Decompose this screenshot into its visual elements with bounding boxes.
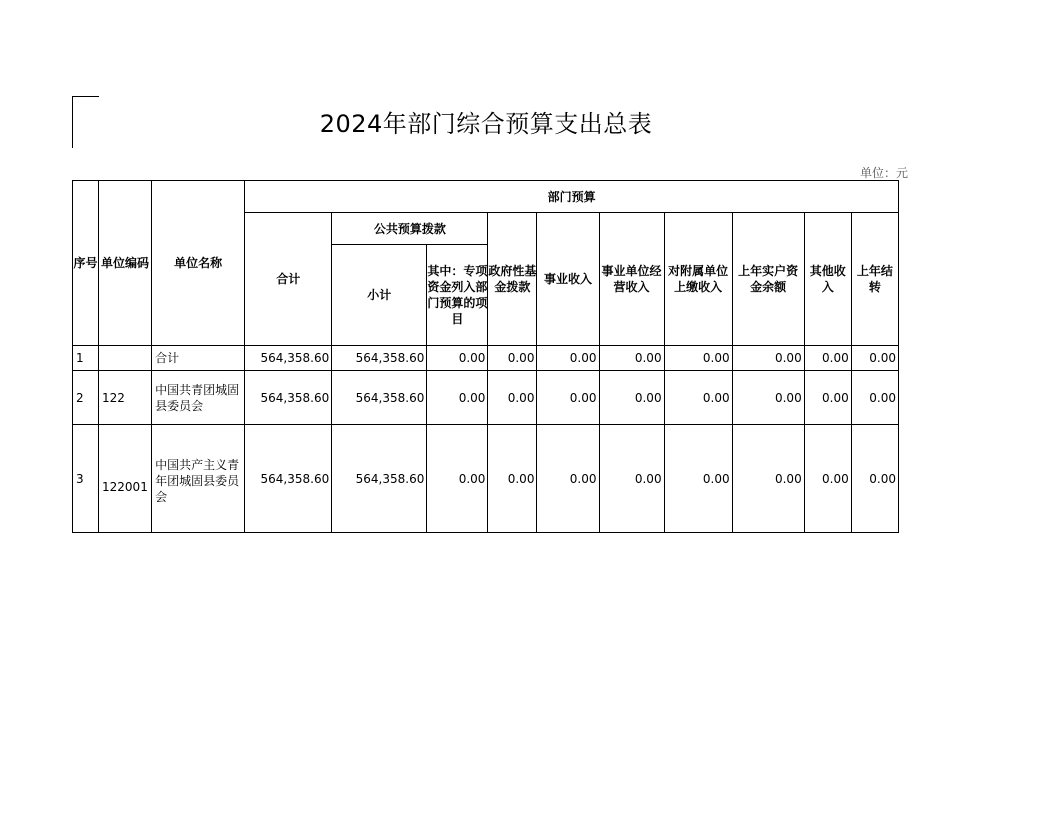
cell-name: 中国共产主义青年团城固县委员会 — [152, 425, 245, 533]
cell-carryover: 0.00 — [851, 371, 898, 425]
cell-gov-fund: 0.00 — [488, 371, 537, 425]
cell-other: 0.00 — [804, 346, 851, 371]
header-dept-budget: 部门预算 — [245, 181, 899, 213]
cell-business-income: 0.00 — [537, 346, 599, 371]
header-business-income: 事业收入 — [537, 213, 599, 346]
table-row — [73, 425, 899, 533]
cell-name: 中国共青团城固县委员会 — [152, 371, 245, 425]
cell-seq: 3 — [73, 425, 99, 533]
cell-other: 0.00 — [804, 425, 851, 533]
cell-subsidiary: 0.00 — [664, 371, 732, 425]
cell-gov-fund: 0.00 — [488, 346, 537, 371]
cell-business-ops: 0.00 — [599, 371, 664, 425]
budget-table — [72, 180, 899, 533]
cell-subtotal: 564,358.60 — [332, 346, 427, 371]
corner-mark-horizontal — [72, 96, 99, 97]
cell-prior-balance: 0.00 — [732, 371, 804, 425]
header-special-items: 其中：专项资金列入部门预算的项目 — [427, 245, 488, 346]
cell-business-ops: 0.00 — [599, 425, 664, 533]
cell-code: 122 — [99, 371, 152, 425]
cell-subsidiary: 0.00 — [664, 346, 732, 371]
header-seq: 序号 — [73, 181, 99, 346]
cell-subsidiary: 0.00 — [664, 425, 732, 533]
header-other-income: 其他收入 — [804, 213, 851, 346]
cell-total: 564,358.60 — [245, 425, 332, 533]
cell-code — [99, 346, 152, 371]
cell-prior-balance: 0.00 — [732, 346, 804, 371]
cell-subtotal: 564,358.60 — [332, 425, 427, 533]
header-subsidiary-payment: 对附属单位上缴收入 — [664, 213, 732, 346]
cell-gov-fund: 0.00 — [488, 425, 537, 533]
header-total: 合计 — [245, 213, 332, 346]
header-subtotal: 小计 — [332, 245, 427, 346]
cell-seq: 2 — [73, 371, 99, 425]
cell-business-income: 0.00 — [537, 371, 599, 425]
header-prior-balance: 上年实户资金余额 — [732, 213, 804, 346]
header-carryover: 上年结转 — [851, 213, 898, 346]
header-business-ops-income: 事业单位经营收入 — [599, 213, 664, 346]
unit-label: 单位：元 — [859, 166, 908, 180]
corner-mark-vertical — [72, 96, 73, 148]
cell-subtotal: 564,358.60 — [332, 371, 427, 425]
header-public-funds: 公共预算拨款 — [332, 213, 488, 245]
header-row-1 — [73, 181, 899, 213]
cell-name: 合计 — [152, 346, 245, 371]
cell-carryover: 0.00 — [851, 346, 898, 371]
header-gov-fund: 政府性基金拨款 — [488, 213, 537, 346]
cell-prior-balance: 0.00 — [732, 425, 804, 533]
cell-seq: 1 — [73, 346, 99, 371]
cell-special: 0.00 — [427, 346, 488, 371]
cell-business-income: 0.00 — [537, 425, 599, 533]
page-title: 2024年部门综合预算支出总表 — [319, 110, 653, 138]
cell-special: 0.00 — [427, 371, 488, 425]
cell-code: 122001 — [99, 425, 152, 533]
cell-other: 0.00 — [804, 371, 851, 425]
cell-business-ops: 0.00 — [599, 346, 664, 371]
header-unit-code: 单位编码 — [99, 181, 152, 346]
header-unit-name: 单位名称 — [152, 181, 245, 346]
cell-carryover: 0.00 — [851, 425, 898, 533]
cell-total: 564,358.60 — [245, 346, 332, 371]
table-row — [73, 371, 899, 425]
cell-special: 0.00 — [427, 425, 488, 533]
cell-total: 564,358.60 — [245, 371, 332, 425]
table-row — [73, 346, 899, 371]
